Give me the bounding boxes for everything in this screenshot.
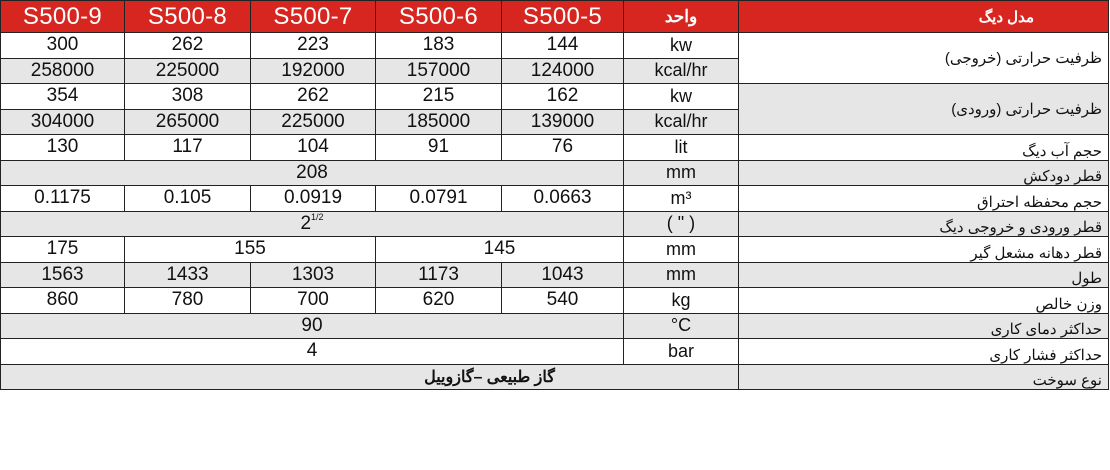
model-header: S500-9: [1, 1, 125, 33]
unit-cell: kcal/hr: [624, 109, 739, 135]
table-cell: 208: [1, 160, 624, 186]
table-cell: 225000: [125, 58, 251, 84]
table-cell: 91: [376, 135, 502, 161]
table-row: [1, 135, 1109, 161]
table-cell: 183: [376, 33, 502, 59]
unit-cell: bar: [624, 339, 739, 365]
table-row: [1, 262, 1109, 288]
row-label: قطر ورودی و خروجی دیگ: [739, 211, 1109, 237]
table-cell: 354: [1, 84, 125, 110]
unit-cell: ( " ): [624, 211, 739, 237]
table-cell: 1173: [376, 262, 502, 288]
table-cell: 1433: [125, 262, 251, 288]
label-header: مدل دیگ: [739, 1, 1109, 33]
inlet-outlet-fraction: 1/2: [311, 212, 324, 223]
table-row: [1, 33, 1109, 59]
table-cell: 308: [125, 84, 251, 110]
table-cell: 175: [1, 237, 125, 263]
table-cell: 304000: [1, 109, 125, 135]
table-cell: 117: [125, 135, 251, 161]
table-row: [1, 364, 1109, 390]
table-cell: 540: [502, 288, 624, 314]
table-cell: 262: [125, 33, 251, 59]
row-label: حداکثر فشار کاری: [739, 339, 1109, 365]
unit-cell: kw: [624, 84, 739, 110]
row-label: ظرفیت حرارتی (خروجی): [739, 33, 1109, 84]
table-row: [1, 84, 1109, 110]
table-row: [1, 211, 1109, 237]
table-cell: 162: [502, 84, 624, 110]
table-cell: 780: [125, 288, 251, 314]
table-cell: 0.0663: [502, 186, 624, 212]
table-cell: 215: [376, 84, 502, 110]
unit-cell: mm: [624, 160, 739, 186]
table-row: [1, 313, 1109, 339]
unit-header: واحد: [624, 1, 739, 33]
row-label: وزن خالص: [739, 288, 1109, 314]
table-cell: 0.1175: [1, 186, 125, 212]
table-cell: 1563: [1, 262, 125, 288]
table-cell: 144: [502, 33, 624, 59]
table-row: [1, 160, 1109, 186]
table-cell: 76: [502, 135, 624, 161]
table-cell: 185000: [376, 109, 502, 135]
table-cell: 258000: [1, 58, 125, 84]
table-row: [1, 186, 1109, 212]
model-header: S500-7: [251, 1, 376, 33]
table-cell: [1, 211, 624, 237]
table-cell: 700: [251, 288, 376, 314]
row-label: نوع سوخت: [739, 364, 1109, 390]
table-cell: 4: [1, 339, 624, 365]
header-row: [1, 1, 1109, 33]
table-cell: 130: [1, 135, 125, 161]
table-cell: 155: [125, 237, 376, 263]
table-cell: 1043: [502, 262, 624, 288]
unit-cell: kcal/hr: [624, 58, 739, 84]
table-cell: 139000: [502, 109, 624, 135]
table-row: [1, 339, 1109, 365]
table-cell: 104: [251, 135, 376, 161]
table-cell: 90: [1, 313, 624, 339]
row-label: قطر دودکش: [739, 160, 1109, 186]
table-cell: 265000: [125, 109, 251, 135]
row-label: ظرفیت حرارتی (ورودی): [739, 84, 1109, 135]
table-cell: 192000: [251, 58, 376, 84]
table-cell: 1303: [251, 262, 376, 288]
table-cell: 300: [1, 33, 125, 59]
model-header: S500-5: [502, 1, 624, 33]
unit-cell: m³: [624, 186, 739, 212]
model-header: S500-8: [125, 1, 251, 33]
table-cell: 0.0791: [376, 186, 502, 212]
table-row: [1, 237, 1109, 263]
fuel-type-value: گاز طبیعی –گازوییل: [1, 364, 739, 390]
unit-cell: kw: [624, 33, 739, 59]
table-cell: 145: [376, 237, 624, 263]
table-row: [1, 288, 1109, 314]
row-label: حجم آب دیگ: [739, 135, 1109, 161]
row-label: طول: [739, 262, 1109, 288]
table-cell: 124000: [502, 58, 624, 84]
table-cell: 225000: [251, 109, 376, 135]
table-cell: 0.105: [125, 186, 251, 212]
unit-cell: kg: [624, 288, 739, 314]
table-cell: 262: [251, 84, 376, 110]
unit-cell: lit: [624, 135, 739, 161]
unit-cell: °C: [624, 313, 739, 339]
inlet-outlet-value: 2: [300, 213, 312, 235]
table-cell: 620: [376, 288, 502, 314]
table-cell: 223: [251, 33, 376, 59]
row-label: قطر دهانه مشعل گیر: [739, 237, 1109, 263]
table-cell: 860: [1, 288, 125, 314]
unit-cell: mm: [624, 262, 739, 288]
model-header: S500-6: [376, 1, 502, 33]
table-cell: 0.0919: [251, 186, 376, 212]
unit-cell: mm: [624, 237, 739, 263]
table-cell: 157000: [376, 58, 502, 84]
row-label: حجم محفظه احتراق: [739, 186, 1109, 212]
row-label: حداکثر دمای کاری: [739, 313, 1109, 339]
